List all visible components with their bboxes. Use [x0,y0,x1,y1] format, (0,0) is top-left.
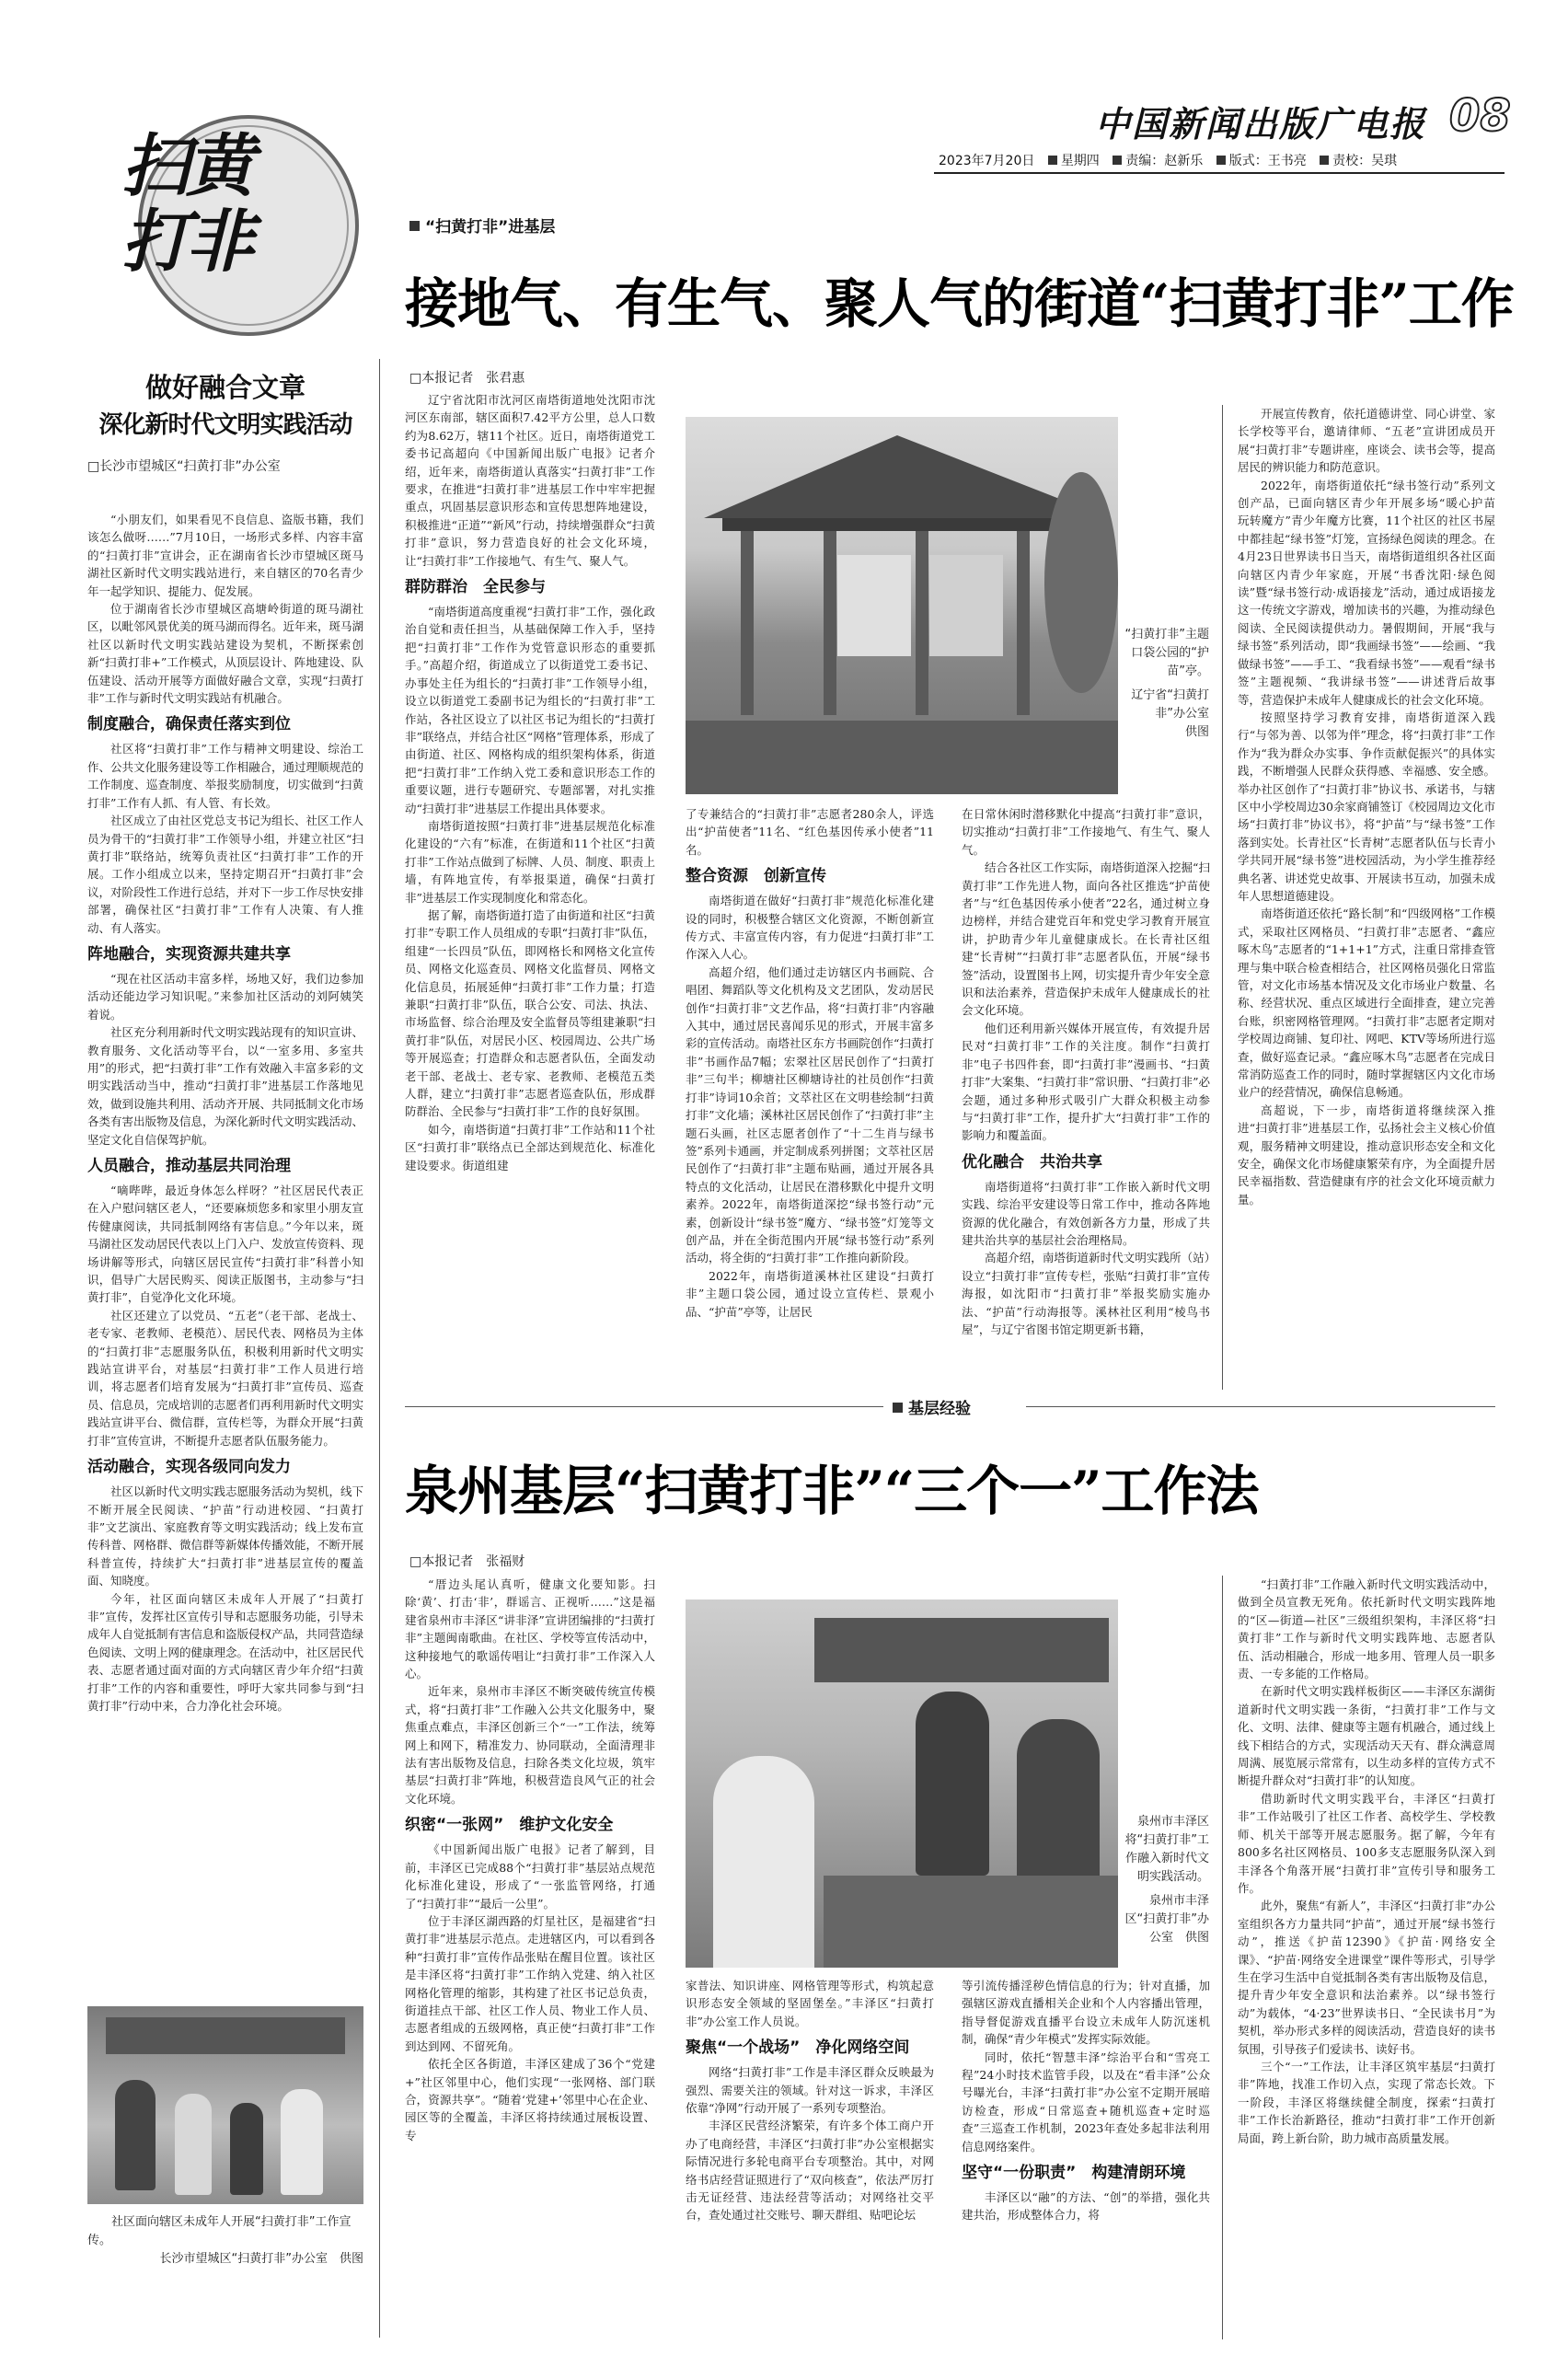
paragraph: 南塔街道还依托“路长制”和“四级网格”工作模式，采取社区网格员、“扫黄打非”志愿者、“鑫应啄木鸟”志愿者的“1+1+1”方式，注重日常排查管理与集中联合检查相结合，社区网格员强化日常监管，对文化市场基本情况及文化市场业户数量、名称、经营状况、重点区域进行全面排查，建立完善台账，织密网格管理网。“扫黄打非”志愿者定期对学校周边商铺、复印社、网吧、KTV等场所进行巡查，做好巡查记录。“鑫应啄木鸟”志愿者在完成日常消防巡查工作的同时，随时掌握辖区内文化市场业户的经营情况，确保信息畅通。 [1238,907,1495,1100]
paragraph: 2022年，南塔街道依托“绿书签行动”系列文创产品，已面向辖区青少年开展多场“暖心护苗 玩转魔方”青少年魔方比赛，11个社区的社区书屋中都挂起“绿书签”灯笼，宣扬绿色阅读的理念。在4月23日世界读书日当天，南塔街道组织各社区面向辖区内青少年家庭，开展“书香沈阳·绿色阅读”暨“绿书签行动·成语接龙”活动，通过成语接龙这一传统文字游戏，增加读书的兴趣，为推动绿色阅读、全民阅读提供动力。暑假期间，开展“我与绿书签”系列活动，即“我画绿书签”——绘画、“我做绿书签”——手工、“我看绿书签”——观看“绿书签”主题视频、“我讲绿书签”——讲述背后故事等，营造保护未成年人健康成长的社会文化环境。 [1238,478,1507,707]
top-col-4 [1238,405,1507,1390]
top-photo-caption-block [1124,626,1209,742]
paragraph: 社区成立了由社区党总支书记为组长、社区工作人员为骨干的“扫黄打非”工作领导小组，并建立社区“扫黄打非”联络站，统筹负责社区“扫黄打非”工作的开展。工作小组成立以来，坚持定期召开“扫黄打非”会议，对阶段性工作进行总结，并对下一步工作尽快安排部署，确保社区“扫黄打非”工作有人决策、有人推动、有人落实。 [87,814,364,935]
top-col-2 [686,805,934,1385]
paragraph: “小朋友们，如果看见不良信息、盗版书籍，我们该怎么做呀……”7月10日，一场形式多样、内容丰富的“扫黄打非”宣讲会，正在湖南省长沙市望城区斑马湖社区新时代文明实践站进行，来自辖区的70名青少年一起学知识、提能力、促发展。 [87,513,363,598]
section-heading: 织密“一张网” 维护文化安全 [405,1816,614,1835]
paragraph: 同时，依托“智慧丰泽”综治平台和“雪亮工程”24小时技术监管手段，以及在“看丰泽”公众号曝光台，丰泽“扫黄打非”办公室不定期开展暗访检查，形成“日常巡查+随机巡查+定时巡查”三巡查工作机制，2023年查处多起非法利用信息网络案件。 [962,2050,1210,2154]
section-heading: 坚守“一份职责” 构建清朗环境 [962,2164,1186,2183]
left-article-title-1: 做好融合文章 [144,372,306,403]
bottom-col-4 [1238,1576,1495,2349]
paragraph: 社区还建立了以党员、“五老”（老干部、老战士、老专家、老教师、老模范）、居民代表、网格员为主体的“扫黄打非”志愿服务队伍，积极利用新时代文明实践站宣讲平台，对基层“扫黄打非”工作人员进行培训，将志愿者们培育发展为“扫黄打非”宣传员、巡查员、信息员，完成培训的志愿者们再利用新时代文明实践站宣讲平台、微信群，宣传栏等，为群众开展“扫黄打非”宣传宣讲，不断提升志愿者队伍服务能力。 [87,1308,364,1448]
top-divider-right [1222,405,1223,1390]
paragraph: “南塔街道高度重视“扫黄打非”工作，强化政治自觉和责任担当，从基础保障工作入手，坚持把“扫黄打非”工作作为党管意识形态的重要抓手。”高超介绍，街道成立了以街道党工委书记、办事处主任为组长的“扫黄打非”工作领导小组，设立以街道党工委副书记为组长的“扫黄打非”工作站，各社区设立了以社区书记为组长的“扫黄打非”联络点，并结合社区“网格”管理体系，形成了由街道、社区、网格构成的组织架构体系，街道把“扫黄打非”工作纳入党工委和意识形态工作的重要议题，进行专题研究、专题部署，对扎实推动“扫黄打非”进基层工作提出具体要求。 [405,605,655,815]
paragraph: “扫黄打非”工作融入新时代文明实践活动中，做到全员宣教无死角。依托新时代文明实践阵地的“区—街道—社区”三级组织架构，丰泽区将“扫黄打非”工作与新时代文明实践阵地、志愿者队伍、活动相融合，形成一地多用、管理人员一职多责、一专多能的工作格局。 [1238,1577,1495,1681]
left-article-title-2: 深化新时代文明实践活动 [98,411,352,439]
paragraph: 开展宣传教育，依托道德讲堂、同心讲堂、家长学校等平台，邀请律师、“五老”宣讲团成员开展“扫黄打非”专题讲座，座谈会、读书会等，提高居民的辨识能力和防范意识。 [1238,407,1495,475]
pavilion-icon [686,417,1118,794]
layout-editor: 版式：王书亮 [1228,154,1307,168]
badge-text [121,129,352,280]
paragraph: 位于丰泽区湖西路的灯星社区，是福建省“扫黄打非”进基层示范点。走进辖区内，可以看到各种“扫黄打非”宣传作品张贴在醒目位置。该社区是丰泽区将“扫黄打非”工作纳入党建、纳入社区网格化管理的缩影，其构建了社区书记总负责，街道挂点干部、社区工作人员、物业工作人员、志愿者组成的五级网格，真正使“扫黄打非”工作到达到网、不留死角。 [405,1913,655,2053]
bottom-divider-vertical [1222,1576,1223,2339]
top-photo-credit-1: 辽宁省“扫黄打非”办公室 [1131,688,1209,721]
badge-text-value: 扫黄打非 [121,127,250,282]
bottom-photo-caption-block [1124,1813,1209,1947]
paragraph: 今年，社区面向辖区未成年人开展了“扫黄打非”宣传，发挥社区宣传引导和志愿服务功能，引导未成年人自觉抵制有害信息和盗版侵权产品，共同营造绿色阅读、文明上网的健康理念。在活动中，社区居民代表、志愿者通过面对面的方式向辖区青少年介绍“扫黄打非”工作的内容和重要性，呼吁大家共同参与到“扫黄打非”行动中来，合力净化社会环境。 [87,1591,364,1713]
section-heading: 人员融合，推动基层共同治理 [87,1157,291,1175]
section-heading: 优化融合 共治共享 [962,1152,1102,1172]
bottom-headline: 泉州基层“扫黄打非”“三个一”工作法 [405,1460,1259,1522]
paragraph: 2022年，南塔街道溪林社区建设“扫黄打非”主题口袋公园，通过设立宣传栏、景观小品、“护苗”亭等，让居民 [686,1268,934,1319]
paragraph: 按照坚持学习教育安排，南塔街道深入践行“与邻为善、以邻为伴”理念，将“扫黄打非”工作作为“我为群众办实事、争作贡献促振兴”的具体实践，不断增强人民群众获得感、幸福感、安全感。举办社区创作了“扫黄打非”协议书、承诺书，与辖区中小学校周边30余家商铺签订《校园周边文化市场“扫黄打非”协议书》，将“护苗”与“绿书签”工作落到实处。长青社区“长青树”志愿者队伍与长青小学共同开展“绿书签”进校园活动，为小学生推荐经典名著、讲述党史故事、开展读书互动，加强未成年人思想道德建设。 [1238,710,1495,903]
top-section-tag: “扫黄打非”进基层 [409,214,555,237]
bottom-col-3 [962,1977,1210,2345]
section-heading: 聚焦“一个战场” 净化网络空间 [686,2038,910,2058]
section-heading: 阵地融合，实现资源共建共享 [87,944,291,964]
column-badge [110,120,368,304]
paragraph: 丰泽区民营经济繁荣，有许多个体工商户开办了电商经营，丰泽区“扫黄打非”办公室根据实际情况进行多轮电商平台专项整治。其中，对网络书店经营证照进行了“双向核查”，依法严厉打击无证经营、违法经营等活动；对网络社交平台，查处通过社交账号、聊天群组、贴吧论坛 [686,2119,934,2223]
paragraph: 近年来，泉州市丰泽区不断突破传统宣传模式，将“扫黄打非”工作融入公共文化服务中，聚焦重点难点，丰泽区创新三个“一”工作法，统筹网上和网下，精准发力、协同联动，全面清理非法有害出版物及信息，扫除各类文化垃圾，筑牢基层“扫黄打非”阵地，积极营造良风气正的社会文化环境。 [405,1684,655,1806]
paragraph: 社区充分利用新时代文明实践站现有的知识宣讲、教育服务、文化活动等平台，以“一室多用、多室共用”的形式，把“扫黄打非”工作有效融入丰富多彩的文明实践活动当中，推动“扫黄打非”进基层工作落地见效，做到设施共利用、活动齐开展、共同抵制文化市场各类有害出版物及信息，为深化新时代文明实践活动、坚定文化自信保驾护航。 [87,1025,364,1147]
section-heading: 活动融合，实现各级同向发力 [87,1458,291,1477]
masthead-rule [934,172,1505,174]
paper-name: 中国新闻出版广电报 [1095,103,1427,144]
bottom-col-1 [405,1576,655,2349]
paragraph: 他们还利用新兴媒体开展宣传，有效提升居民对“扫黄打非”工作的关注度。制作“扫黄打非”电子书四件套，即“扫黄打非”漫画书、“扫黄打非”大案集、“扫黄打非”常识册、“扫黄打非”必会题，通过多种形式吸引广大群众积极主动参与“扫黄打非”工作，提升扩大“扫黄打非”工作的影响力和覆盖面。 [962,1021,1210,1143]
left-article [87,368,363,484]
left-photo-caption-block [87,2213,363,2269]
section-heading: 群防群治 全民参与 [405,578,546,597]
paragraph: 此外，聚焦“有新人”，丰泽区“扫黄打非”办公室组织各方力量共同“护苗”，通过开展“绿书签行动”，推送《护苗12390》《护苗·网络安全课》、“护苗·网络安全进课堂”课件等形式，引导学生在学习生活中自觉抵制各类有害出版物及信息，提升青少年安全意识和法治素养。以“绿书签行动”为载体，“4·23”世界读书日、“全民读书月”为契机，举办形式多样的阅读活动，营造良好的读书氛围，引导孩子们爱读书、读好书。 [1238,1899,1495,2056]
top-col-1 [405,391,655,1385]
paragraph: “厝边头尾认真听，健康文化要知影。扫除‘黄’、打击‘非’，群谣言、正视听……”这是福建省泉州市丰泽区“讲非泽”宣讲团编排的“扫黄打非”主题闽南歌曲。在社区、学校等宣传活动中，这种接地气的歌谣传唱让“扫黄打非”工作深入人心。 [405,1577,655,1681]
section-heading: 制度融合，确保责任落实到位 [87,715,291,734]
paragraph: 南塔街道在做好“扫黄打非”规范化标准化建设的同时，积极整合辖区文化资源，不断创新宣传方式、丰富宣传内容，有力促进“扫黄打非”工作深入人心。 [686,894,934,962]
paragraph: 高超介绍，他们通过走访辖区内书画院、合唱团、舞蹈队等文化机构及文艺团队，发动居民创作“扫黄打非”文艺作品，将“扫黄打非”内容融入其中，通过居民喜闻乐见的形式，开展丰富多彩的宣传活动。南塔社区东方书画院创作“扫黄打非”书画作品7幅；宏翠社区居民创作了“扫黄打非”三句半；柳塘社区柳塘诗社的社员创作“扫黄打非”诗词10余首；文萃社区在文明巷绘制“扫黄打非”文化墙；溪林社区居民创作了“扫黄打非”主题石头画，社区志愿者创作了“十二生肖与绿书签”系列卡通画，并定制成系列拼图；文萃社区居民创作了“扫黄打非”主题布贴画，通过开展各具特点的文化活动，让居民在潜移默化中提升文明素养。2022年，南塔街道深挖“绿书签行动”元素，创新设计“绿书签”魔方、“绿书签”灯笼等文创产品，并在全街范围内开展“绿书签行动”系列活动，将全街的“扫黄打非”工作推向新阶段。 [686,964,934,1265]
paragraph: 南塔街道按照“扫黄打非”进基层规范化标准化建设的“六有”标准，在街道和11个社区“扫黄打非”工作站点做到了标牌、人员、制度、职责上墙，有阵地宣传，有举报渠道，确保“扫黄打非”进基层工作实现制度化和常态化。 [405,818,655,905]
paragraph: 结合各社区工作实际，南塔街道深入挖掘“扫黄打非”工作先进人物，面向各社区推选“护苗使者”与“红色基因传承小使者”22名，通过树立身边榜样，并结合建党百年和党史学习教育开展宣讲，护助青少年儿童健康成长。在长青社区组建“长青树”“扫黄打非”志愿者队伍，开展“绿书签”活动，设置图书上网，切实提升青少年安全意识和法治素养，营造保护未成年人健康成长的社会文化环境。 [962,860,1210,1018]
paragraph: 辽宁省沈阳市沈河区南塔街道地处沈阳市沈河区东南部，辖区面积7.42平方公里，总人口数约为8.62万，辖11个社区。近日，南塔街道党工委书记高超向《中国新闻出版广电报》记者介绍，近年来，南塔街道认真落实“扫黄打非”工作要求，在推进“扫黄打非”进基层工作中牢牢把握重点，巩固基层意识形态和宣传思想阵地建设，积极推进“正道”“新风”行动，持续增强群众“扫黄打非”意识，努力营造良好的社会文化环境，让“扫黄打非”工作接地气、有生气、聚人气。 [405,393,655,568]
paragraph: 南塔街道将“扫黄打非”工作嵌入新时代文明实践、综治平安建设等日常工作中，推动各阵地资源的优化融合，有效创新各方力量，形成了共建共治共享的基层社会治理格局。 [962,1179,1210,1247]
top-photo-credit-2: 供图 [1184,725,1209,739]
paragraph: 等引流传播淫秽色情信息的行为；针对直播，加强辖区游戏直播相关企业和个人内容播出管理，指导督促游戏直播平台设立未成年人防沉迷机制，确保“青少年模式”发挥实际效能。 [962,1979,1210,2047]
paragraph: 丰泽区以“融”的方法、“创”的举措，强化共建共治，形成整体合力，将 [962,2190,1210,2223]
proofreader: 责校：吴琪 [1332,154,1398,168]
paragraph: 在日常休闲时潜移默化中提高“扫黄打非”意识，切实推动“扫黄打非”工作接地气、有生气、聚人气。 [962,807,1210,857]
paragraph: 在新时代文明实践样板街区——丰泽区东湖街道新时代文明实践一条街，“扫黄打非”工作与文化、文明、法律、健康等主题有机融合，通过线上线下相结合的方式，实现活动天天有、群众满意周周满、展览展示常常有，以生动多样的宣传方式不断提升群众对“扫黄打非”的认知度。 [1238,1684,1495,1788]
top-photo-caption: “扫黄打非”主题口袋公园的“护苗”亭。 [1124,628,1209,678]
paragraph: 位于湖南省长沙市望城区高塘岭街道的斑马湖社区，以毗邻风景优美的斑马湖而得名。近年来，斑马湖社区以新时代文明实践站建设为契机，不断探索创新“扫黄打非+”工作模式，从顶层设计、阵地建设、队伍建设、活动开展等方面做好融合文章，实现“扫黄打非”工作与新时代文明实践站有机融合。 [87,602,364,706]
paragraph: 三个“一”工作法，让丰泽区筑牢基层“扫黄打非”阵地，找准工作切入点，实现了常态长效。下一阶段，丰泽区将继续健全制度，探索“扫黄打非”工作长治新路径，推动“扫黄打非”工作开创新局面，跨上新台阶，助力城市高质量发展。 [1238,2059,1495,2145]
paragraph: 据了解，南塔街道打造了由街道和社区“扫黄打非”专职工作人员组成的专职“扫黄打非”队伍，组建“一长四员”队伍，即网格长和网格文化宣传员、网格文化巡查员、网格文化监督员、网格文化信息员，拓展延伸“扫黄打非”工作力量；打造兼职“扫黄打非”队伍，联合公安、司法、执法、市场监督、综合治理及安全监督员等组建兼职“扫黄打非”队伍，对居民小区、校园周边、公共广场等开展巡查；打造群众和志愿者队伍，全面发动老干部、老战士、老专家、老教师、老模范五类人群，建立“扫黄打非”志愿者巡查队伍，形成群防群治、全民参与“扫黄打非”工作的良好氛围。 [405,907,655,1119]
paragraph: “现在社区活动丰富多样，场地又好，我们边参加活动还能边学习知识呢。”来参加社区活动的刘阿姨笑着说。 [87,971,363,1022]
left-column-divider [379,359,380,2338]
left-photo-caption: 社区面向辖区未成年人开展“扫黄打非”工作宣传。 [87,2215,352,2247]
bottom-photo-credit: 泉州市丰泽区“扫黄打非”办公室 供图 [1124,1894,1209,1945]
bottom-photo-caption: 泉州市丰泽区将“扫黄打非”工作融入新时代文明实践活动。 [1124,1815,1209,1884]
left-article-author: □长沙市望城区“扫黄打非”办公室 [87,459,281,474]
weekday: 星期四 [1060,154,1100,168]
page-number: 08 [1449,90,1511,142]
editor: 责编：赵新乐 [1125,154,1204,168]
paragraph: 网络“扫黄打非”工作是丰泽区群众反映最为强烈、需要关注的领域。针对这一诉求，丰泽区依靠“净网”行动开展了一系列专项整治。 [686,2065,934,2116]
bottom-section-tag: 基层经验 [893,1395,971,1418]
bottom-divider-right [1026,1406,1495,1407]
bottom-divider-left [405,1406,883,1407]
paragraph: 《中国新闻出版广电报》记者了解到，目前，丰泽区已完成88个“扫黄打非”基层站点规范化标准化建设，形成了“一张监管网络，打通了“扫黄打非”“最后一公里”。 [405,1842,655,1911]
paragraph: 家普法、知识讲座、网格管理等形式，构筑起意识形态安全领域的坚固堡垒。”丰泽区“扫黄打非”办公室工作人员说。 [686,1979,934,2028]
top-article-photo [686,417,1118,794]
left-article-photo [87,2006,363,2204]
paragraph: 高超说，下一步，南塔街道将继续深入推进“扫黄打非”进基层工作，弘扬社会主义核心价值观，服务精神文明建设，推动意识形态安全和文化安全，确保文化市场健康繁荣有序，为全面提升居民幸福指数、营造健康有序的社会文化环境贡献力量。 [1238,1103,1495,1207]
left-photo-credit: 长沙市望城区“扫黄打非”办公室 供图 [159,2252,363,2266]
top-headline: 接地气、有生气、聚人气的街道“扫黄打非”工作 [405,272,1514,335]
section-heading: 整合资源 创新宣传 [686,867,826,886]
date: 2023年7月20日 [939,154,1035,168]
top-col-3 [962,805,1210,1385]
paragraph: 了专兼结合的“扫黄打非”志愿者280余人，评选出“护苗使者”11名、“红色基因传承小使者”11名。 [686,807,934,857]
bottom-col-2 [686,1977,934,2345]
top-byline: □本报记者 张君惠 [409,371,525,386]
paragraph: 社区以新时代文明实践志愿服务活动为契机，线下不断开展全民阅读、“护苗”行动进校园、“扫黄打非”文艺演出、家庭教育等文明实践活动；线上发布宣传科普、网格群、微信群等新媒体传播效能，不断开展科普宣传，持续扩大“扫黄打非”进基层宣传的覆盖面、知晓度。 [87,1484,364,1588]
bottom-article-photo [686,1599,1118,1968]
paragraph: 借助新时代文明实践平台，丰泽区“扫黄打非”工作站吸引了社区工作者、高校学生、学校教师、机关干部等开展志愿服务。据了解，今年有800多名社区网格员、100多支志愿服务队深入到丰泽各个角落开展“扫黄打非”宣传引导和服务工作。 [1238,1791,1495,1895]
bottom-byline: □本报记者 张福财 [409,1554,525,1569]
paragraph: 依托全区各街道，丰泽区建成了36个“党建+”社区邻里中心，他们实现“一张网格、部门联合，资源共享”。“随着‘党建+’邻里中心在企业、园区等的全覆盖，丰泽区将持续通过展板设置、专 [405,2057,655,2142]
paragraph: 如今，南塔街道“扫黄打非”工作站和11个社区“扫黄打非”联络点已全部达到规范化、标准化建设要求。街道组建 [405,1122,655,1172]
paragraph: “嘀哔哔，最近身体怎么样呀？”社区居民代表正在入户慰问辖区老人，“还要麻烦您多和家里小朋友宣传健康阅读，共同抵制网络有害信息。”今年以来，斑马湖社区发动居民代表以上门入户、发放宣传资料、现场讲解等形式，向辖区居民宣传“扫黄打非”科普小知识，倡导广大居民购买、阅读正版图书，主动参与“扫黄打非”，自觉净化文化环境。 [87,1184,364,1305]
left-article-body [87,511,363,1910]
paragraph: 社区将“扫黄打非”工作与精神文明建设、综治工作、公共文化服务建设等工作相融合，通过理顺规范的工作制度、巡查制度、举报奖励制度，切实做到“扫黄打非”工作有人抓、有人管、有长效。 [87,742,364,810]
masthead-meta [939,151,1397,169]
paragraph: 高超介绍，南塔街道新时代文明实践所（站）设立“扫黄打非”宣传专栏，张贴“扫黄打非”宣传海报，如沈阳市“扫黄打非”举报奖励实施办法、“护苗”行动海报等。溪林社区利用“棱鸟书屋”，与辽宁省图书馆定期更新书籍， [962,1251,1210,1336]
